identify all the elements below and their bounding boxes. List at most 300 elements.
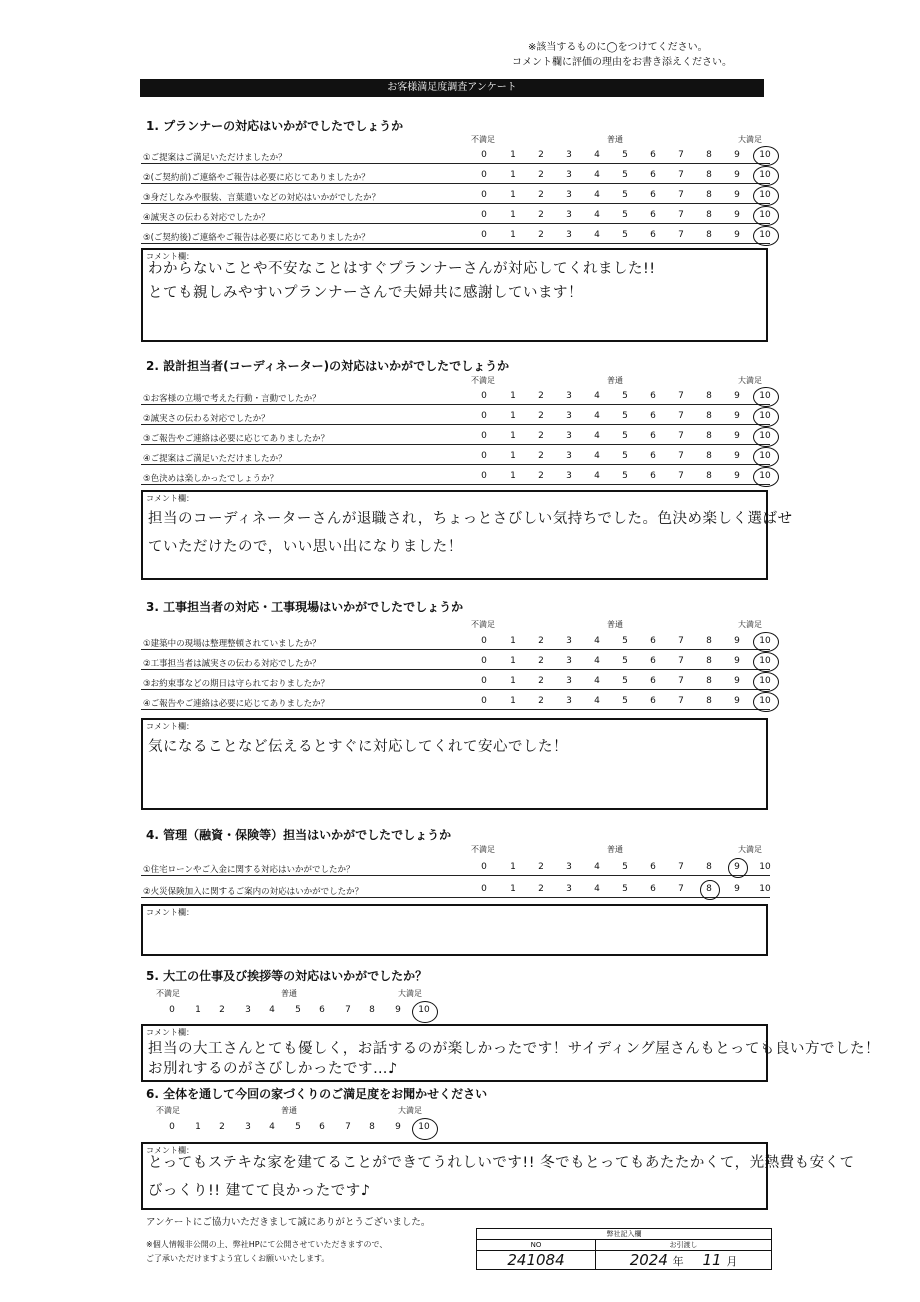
rating-option-3[interactable]: 3 xyxy=(566,210,572,220)
section-6-comment-line: とってもステキな家を建てることができてうれしいです!! 冬でもとってもあたたかくて，光熱費も安くて xyxy=(148,1155,855,1171)
rating-option-8[interactable]: 8 xyxy=(706,884,712,894)
section-4-question-2: ②火災保険加入に関するご案内の対応はいかがでしたか？ xyxy=(143,887,364,897)
question-divider xyxy=(141,203,770,204)
question-divider xyxy=(141,163,770,164)
year-unit: 年 xyxy=(672,1255,684,1268)
rating-option-2[interactable]: 2 xyxy=(538,150,544,160)
rating-option-0[interactable]: 0 xyxy=(481,471,487,481)
rating-option-9[interactable]: 9 xyxy=(734,150,740,160)
rating-option-4[interactable]: 4 xyxy=(594,150,600,160)
rating-option-1[interactable]: 1 xyxy=(510,676,516,686)
section-1-question-5: ⑤(ご契約後)ご連絡やご報告は必要に応じてありましたか？ xyxy=(143,233,370,243)
rating-option-6[interactable]: 6 xyxy=(650,471,656,481)
rating-option-2[interactable]: 2 xyxy=(538,656,544,666)
section-2-question-2: ②誠実さの伝わる対応でしたか？ xyxy=(143,414,270,424)
rating-option-6[interactable]: 6 xyxy=(650,696,656,706)
rating-option-2[interactable]: 2 xyxy=(538,230,544,240)
section-5-title: 5. 大工の仕事及び挨拶等の対応はいかがでしたか？ xyxy=(146,969,428,983)
rating-option-10[interactable]: 10 xyxy=(759,471,771,481)
section-4-comment-box xyxy=(141,904,768,956)
question-divider xyxy=(141,484,770,485)
rating-option-7[interactable]: 7 xyxy=(678,656,684,666)
handover-month: 11 xyxy=(702,1251,722,1269)
rating-option-9[interactable]: 9 xyxy=(734,451,740,461)
section-3-question-3: ③お約束事などの期日は守られておりましたか？ xyxy=(143,679,330,689)
section-5-scale-mid: 普通 xyxy=(281,989,297,998)
rating-option-0[interactable]: 0 xyxy=(481,210,487,220)
rating-option-3[interactable]: 3 xyxy=(566,150,572,160)
rating-option-6[interactable]: 6 xyxy=(319,1122,325,1132)
section-3-comment-line: 気になることなど伝えるとすぐに対応してくれて安心でした！ xyxy=(148,739,568,755)
rating-option-8[interactable]: 8 xyxy=(706,190,712,200)
handover-year: 2024 xyxy=(629,1251,668,1269)
section-1-question-4: ④誠実さの伝わる対応でしたか？ xyxy=(143,213,270,223)
rating-option-5[interactable]: 5 xyxy=(622,431,628,441)
rating-option-4[interactable]: 4 xyxy=(594,190,600,200)
rating-option-5[interactable]: 5 xyxy=(622,150,628,160)
rating-option-1[interactable]: 1 xyxy=(510,411,516,421)
section-1-comment-line: とても親しみやすいプランナーさんで夫婦共に感謝しています！ xyxy=(148,285,583,301)
rating-option-8[interactable]: 8 xyxy=(706,391,712,401)
rating-option-7[interactable]: 7 xyxy=(678,170,684,180)
question-divider xyxy=(141,689,770,690)
rating-option-5[interactable]: 5 xyxy=(622,471,628,481)
rating-option-6[interactable]: 6 xyxy=(650,190,656,200)
rating-option-0[interactable]: 0 xyxy=(481,676,487,686)
rating-option-9[interactable]: 9 xyxy=(734,636,740,646)
rating-option-4[interactable]: 4 xyxy=(269,1005,275,1015)
section-1-question-1: ①ご提案はご満足いただけましたか？ xyxy=(143,153,287,163)
rating-option-9[interactable]: 9 xyxy=(734,230,740,240)
rating-option-4[interactable]: 4 xyxy=(594,230,600,240)
rating-option-2[interactable]: 2 xyxy=(538,451,544,461)
rating-option-10[interactable]: 10 xyxy=(759,210,771,220)
rating-option-8[interactable]: 8 xyxy=(706,862,712,872)
staff-box-col-no: NO xyxy=(477,1240,596,1251)
rating-option-4[interactable]: 4 xyxy=(269,1122,275,1132)
rating-option-6[interactable]: 6 xyxy=(650,210,656,220)
section-5-comment-label: コメント欄： xyxy=(146,1028,194,1037)
rating-option-5[interactable]: 5 xyxy=(622,190,628,200)
section-1-question-2: ②(ご契約前)ご連絡やご報告は必要に応じてありましたか？ xyxy=(143,173,370,183)
question-divider xyxy=(141,649,770,650)
rating-option-8[interactable]: 8 xyxy=(706,170,712,180)
rating-option-3[interactable]: 3 xyxy=(566,676,572,686)
rating-option-9[interactable]: 9 xyxy=(734,656,740,666)
rating-option-5[interactable]: 5 xyxy=(622,391,628,401)
rating-option-4[interactable]: 4 xyxy=(594,391,600,401)
rating-option-1[interactable]: 1 xyxy=(510,190,516,200)
section-5-comment-line: 担当の大工さんとても優しく，お話するのが楽しかったです！サイディング屋さんもとっても良い方でした！ xyxy=(148,1041,880,1057)
rating-option-7[interactable]: 7 xyxy=(678,471,684,481)
rating-option-6[interactable]: 6 xyxy=(650,431,656,441)
rating-option-2[interactable]: 2 xyxy=(538,391,544,401)
section-6-comment-line: びっくり!! 建てて良かったです♪ xyxy=(148,1183,371,1199)
section-6-title: 6. 全体を通して今回の家づくりのご満足度をお聞かせください xyxy=(146,1087,488,1101)
rating-option-3[interactable]: 3 xyxy=(566,431,572,441)
section-2-question-4: ④ご提案はご満足いただけましたか？ xyxy=(143,454,287,464)
rating-option-10[interactable]: 10 xyxy=(759,656,771,666)
rating-option-8[interactable]: 8 xyxy=(706,230,712,240)
rating-option-1[interactable]: 1 xyxy=(195,1005,201,1015)
section-2-scale-high: 大満足 xyxy=(738,376,762,385)
rating-option-3[interactable]: 3 xyxy=(566,170,572,180)
rating-option-2[interactable]: 2 xyxy=(538,411,544,421)
section-5-scale-low: 不満足 xyxy=(156,989,180,998)
rating-option-5[interactable]: 5 xyxy=(622,636,628,646)
rating-option-0[interactable]: 0 xyxy=(481,862,487,872)
rating-option-8[interactable]: 8 xyxy=(706,636,712,646)
rating-option-10[interactable]: 10 xyxy=(759,150,771,160)
selected-rating-circle xyxy=(753,186,779,206)
section-4-scale-mid: 普通 xyxy=(607,845,623,854)
rating-option-9[interactable]: 9 xyxy=(734,431,740,441)
rating-option-3[interactable]: 3 xyxy=(245,1005,251,1015)
rating-option-2[interactable]: 2 xyxy=(538,862,544,872)
rating-option-9[interactable]: 9 xyxy=(734,190,740,200)
rating-option-9[interactable]: 9 xyxy=(734,884,740,894)
rating-option-3[interactable]: 3 xyxy=(566,230,572,240)
rating-option-7[interactable]: 7 xyxy=(678,150,684,160)
rating-option-6[interactable]: 6 xyxy=(650,411,656,421)
section-1-question-3: ③身だしなみや服装、言葉遣いなどの対応はいかがでしたか？ xyxy=(143,193,381,203)
section-3-comment-box xyxy=(141,718,768,810)
rating-option-7[interactable]: 7 xyxy=(678,884,684,894)
rating-option-1[interactable]: 1 xyxy=(510,210,516,220)
rating-option-0[interactable]: 0 xyxy=(481,696,487,706)
rating-option-1[interactable]: 1 xyxy=(510,431,516,441)
rating-option-8[interactable]: 8 xyxy=(706,150,712,160)
rating-option-5[interactable]: 5 xyxy=(622,676,628,686)
section-1-scale-low: 不満足 xyxy=(471,135,495,144)
section-6-scale-low: 不満足 xyxy=(156,1106,180,1115)
rating-option-10[interactable]: 10 xyxy=(418,1005,430,1015)
rating-option-8[interactable]: 8 xyxy=(369,1122,375,1132)
rating-option-7[interactable]: 7 xyxy=(678,210,684,220)
section-1-comment-label: コメント欄： xyxy=(146,252,194,261)
rating-option-3[interactable]: 3 xyxy=(566,636,572,646)
rating-option-10[interactable]: 10 xyxy=(759,696,771,706)
rating-option-3[interactable]: 3 xyxy=(566,696,572,706)
rating-option-9[interactable]: 9 xyxy=(734,411,740,421)
rating-option-10[interactable]: 10 xyxy=(759,431,771,441)
rating-option-10[interactable]: 10 xyxy=(418,1122,430,1132)
rating-option-0[interactable]: 0 xyxy=(481,431,487,441)
rating-option-0[interactable]: 0 xyxy=(481,884,487,894)
rating-option-9[interactable]: 9 xyxy=(395,1005,401,1015)
question-divider xyxy=(141,424,770,425)
rating-option-7[interactable]: 7 xyxy=(678,391,684,401)
rating-option-2[interactable]: 2 xyxy=(538,190,544,200)
selected-rating-circle xyxy=(753,632,779,652)
rating-option-2[interactable]: 2 xyxy=(538,210,544,220)
staff-entry-box xyxy=(476,1228,772,1270)
rating-option-1[interactable]: 1 xyxy=(195,1122,201,1132)
rating-option-6[interactable]: 6 xyxy=(650,451,656,461)
question-divider xyxy=(141,243,770,244)
rating-option-1[interactable]: 1 xyxy=(510,884,516,894)
rating-option-0[interactable]: 0 xyxy=(169,1005,175,1015)
rating-option-1[interactable]: 1 xyxy=(510,150,516,160)
rating-option-5[interactable]: 5 xyxy=(622,170,628,180)
rating-option-4[interactable]: 4 xyxy=(594,170,600,180)
rating-option-10[interactable]: 10 xyxy=(759,676,771,686)
rating-option-4[interactable]: 4 xyxy=(594,471,600,481)
section-6-comment-label: コメント欄： xyxy=(146,1146,194,1155)
rating-option-9[interactable]: 9 xyxy=(734,391,740,401)
rating-option-6[interactable]: 6 xyxy=(650,230,656,240)
instruction-note-1: ※該当するものに◯をつけてください。 xyxy=(528,42,708,53)
rating-option-8[interactable]: 8 xyxy=(706,411,712,421)
rating-option-6[interactable]: 6 xyxy=(650,150,656,160)
rating-option-4[interactable]: 4 xyxy=(594,862,600,872)
rating-option-4[interactable]: 4 xyxy=(594,451,600,461)
rating-option-0[interactable]: 0 xyxy=(169,1122,175,1132)
question-divider xyxy=(141,464,770,465)
question-divider xyxy=(141,404,770,405)
instruction-note-2: コメント欄に評価の理由をお書き添えください。 xyxy=(512,57,732,68)
question-divider xyxy=(141,709,770,710)
section-2-scale-low: 不満足 xyxy=(471,376,495,385)
selected-rating-circle xyxy=(700,880,720,900)
question-divider xyxy=(141,183,770,184)
selected-rating-circle xyxy=(753,692,779,712)
rating-option-5[interactable]: 5 xyxy=(622,884,628,894)
selected-rating-circle xyxy=(753,467,779,487)
rating-option-0[interactable]: 0 xyxy=(481,656,487,666)
section-1-scale-mid: 普通 xyxy=(607,135,623,144)
rating-option-10[interactable]: 10 xyxy=(759,170,771,180)
rating-option-0[interactable]: 0 xyxy=(481,190,487,200)
rating-option-10[interactable]: 10 xyxy=(759,411,771,421)
rating-option-4[interactable]: 4 xyxy=(594,431,600,441)
section-2-comment-line: 担当のコーディネーターさんが退職され，ちょっとさびしい気持ちでした。色決め楽しく選ばせ xyxy=(148,511,793,527)
rating-option-2[interactable]: 2 xyxy=(538,884,544,894)
rating-option-9[interactable]: 9 xyxy=(734,862,740,872)
rating-option-0[interactable]: 0 xyxy=(481,411,487,421)
rating-option-5[interactable]: 5 xyxy=(622,230,628,240)
rating-option-7[interactable]: 7 xyxy=(678,636,684,646)
selected-rating-circle xyxy=(753,226,779,246)
rating-option-3[interactable]: 3 xyxy=(245,1122,251,1132)
section-2-scale-mid: 普通 xyxy=(607,376,623,385)
rating-option-1[interactable]: 1 xyxy=(510,451,516,461)
rating-option-3[interactable]: 3 xyxy=(566,656,572,666)
handover-date xyxy=(596,1251,772,1270)
rating-option-6[interactable]: 6 xyxy=(319,1005,325,1015)
section-3-scale-mid: 普通 xyxy=(607,620,623,629)
section-5-comment-line: お別れするのがさびしかったです…♪ xyxy=(148,1061,398,1077)
rating-option-1[interactable]: 1 xyxy=(510,391,516,401)
rating-option-7[interactable]: 7 xyxy=(678,862,684,872)
thanks-message: アンケートにご協力いただきまして誠にありがとうございました。 xyxy=(146,1217,431,1228)
rating-option-7[interactable]: 7 xyxy=(345,1122,351,1132)
rating-option-0[interactable]: 0 xyxy=(481,391,487,401)
rating-option-8[interactable]: 8 xyxy=(706,451,712,461)
staff-box-col-handover: お引渡し xyxy=(596,1240,772,1251)
rating-option-4[interactable]: 4 xyxy=(594,884,600,894)
rating-option-7[interactable]: 7 xyxy=(678,230,684,240)
rating-option-1[interactable]: 1 xyxy=(510,862,516,872)
rating-option-8[interactable]: 8 xyxy=(706,676,712,686)
rating-option-8[interactable]: 8 xyxy=(706,471,712,481)
rating-option-2[interactable]: 2 xyxy=(219,1005,225,1015)
section-4-scale-low: 不満足 xyxy=(471,845,495,854)
rating-option-0[interactable]: 0 xyxy=(481,230,487,240)
question-divider xyxy=(141,223,770,224)
selected-rating-circle xyxy=(753,206,779,226)
rating-option-8[interactable]: 8 xyxy=(706,696,712,706)
rating-option-3[interactable]: 3 xyxy=(566,190,572,200)
rating-option-0[interactable]: 0 xyxy=(481,451,487,461)
rating-option-1[interactable]: 1 xyxy=(510,471,516,481)
rating-option-2[interactable]: 2 xyxy=(538,696,544,706)
rating-option-10[interactable]: 10 xyxy=(759,391,771,401)
rating-option-6[interactable]: 6 xyxy=(650,884,656,894)
section-1-title: 1. プランナーの対応はいかがでしたでしょうか xyxy=(146,119,404,133)
rating-option-1[interactable]: 1 xyxy=(510,230,516,240)
rating-option-10[interactable]: 10 xyxy=(759,190,771,200)
section-2-title: 2. 設計担当者(コーディネーター)の対応はいかがでしたでしょうか xyxy=(146,359,510,373)
rating-option-10[interactable]: 10 xyxy=(759,862,771,872)
rating-option-4[interactable]: 4 xyxy=(594,210,600,220)
rating-option-7[interactable]: 7 xyxy=(678,411,684,421)
section-3-title: 3. 工事担当者の対応・工事現場はいかがでしたでしょうか xyxy=(146,600,464,614)
rating-option-8[interactable]: 8 xyxy=(706,210,712,220)
rating-option-8[interactable]: 8 xyxy=(369,1005,375,1015)
rating-option-2[interactable]: 2 xyxy=(219,1122,225,1132)
rating-option-7[interactable]: 7 xyxy=(678,451,684,461)
month-unit: 月 xyxy=(726,1255,738,1268)
section-2-comment-box xyxy=(141,490,793,580)
rating-option-3[interactable]: 3 xyxy=(566,451,572,461)
section-4-scale-high: 大満足 xyxy=(738,845,762,854)
rating-option-9[interactable]: 9 xyxy=(734,471,740,481)
section-3-question-4: ④ご報告やご連絡は必要に応じてありましたか？ xyxy=(143,699,330,709)
rating-option-9[interactable]: 9 xyxy=(395,1122,401,1132)
rating-option-6[interactable]: 6 xyxy=(650,862,656,872)
rating-option-7[interactable]: 7 xyxy=(345,1005,351,1015)
selected-rating-circle xyxy=(753,146,779,166)
section-3-scale-high: 大満足 xyxy=(738,620,762,629)
rating-option-2[interactable]: 2 xyxy=(538,676,544,686)
section-3-question-2: ②工事担当者は誠実さの伝わる対応でしたか？ xyxy=(143,659,321,669)
rating-option-4[interactable]: 4 xyxy=(594,696,600,706)
rating-option-3[interactable]: 3 xyxy=(566,862,572,872)
rating-option-4[interactable]: 4 xyxy=(594,411,600,421)
rating-option-6[interactable]: 6 xyxy=(650,656,656,666)
section-6-scale-high: 大満足 xyxy=(398,1106,422,1115)
rating-option-0[interactable]: 0 xyxy=(481,636,487,646)
rating-option-3[interactable]: 3 xyxy=(566,391,572,401)
selected-rating-circle xyxy=(753,166,779,186)
rating-option-5[interactable]: 5 xyxy=(295,1122,301,1132)
privacy-note-1: ※個人情報非公開の上、弊社HPにて公開させていただきますので、 xyxy=(146,1240,388,1249)
rating-option-0[interactable]: 0 xyxy=(481,150,487,160)
selected-rating-circle xyxy=(728,858,748,878)
selected-rating-circle xyxy=(412,1118,438,1140)
selected-rating-circle xyxy=(753,427,779,447)
section-3-question-1: ①建築中の現場は整理整頓されていましたか？ xyxy=(143,639,321,649)
section-2-question-1: ①お客様の立場で考えた行動・言動でしたか？ xyxy=(143,394,321,404)
section-2-comment-label: コメント欄： xyxy=(146,494,194,503)
selected-rating-circle xyxy=(753,652,779,672)
rating-option-6[interactable]: 6 xyxy=(650,636,656,646)
rating-option-5[interactable]: 5 xyxy=(295,1005,301,1015)
rating-option-5[interactable]: 5 xyxy=(622,411,628,421)
question-divider xyxy=(141,875,770,876)
rating-option-4[interactable]: 4 xyxy=(594,656,600,666)
section-3-scale-low: 不満足 xyxy=(471,620,495,629)
section-1-scale-high: 大満足 xyxy=(738,135,762,144)
rating-option-5[interactable]: 5 xyxy=(622,656,628,666)
rating-option-9[interactable]: 9 xyxy=(734,696,740,706)
question-divider xyxy=(141,669,770,670)
rating-option-0[interactable]: 0 xyxy=(481,170,487,180)
rating-option-1[interactable]: 1 xyxy=(510,656,516,666)
rating-option-1[interactable]: 1 xyxy=(510,636,516,646)
rating-option-6[interactable]: 6 xyxy=(650,676,656,686)
section-2-question-5: ⑤色決めは楽しかったでしょうか？ xyxy=(143,474,279,484)
rating-option-7[interactable]: 7 xyxy=(678,431,684,441)
rating-option-1[interactable]: 1 xyxy=(510,170,516,180)
rating-option-1[interactable]: 1 xyxy=(510,696,516,706)
rating-option-4[interactable]: 4 xyxy=(594,676,600,686)
rating-option-6[interactable]: 6 xyxy=(650,170,656,180)
rating-option-10[interactable]: 10 xyxy=(759,230,771,240)
section-2-comment-line: ていただけたので，いい思い出になりました！ xyxy=(148,539,463,555)
section-1-comment-line: わからないことや不安なことはすぐプランナーさんが対応してくれました!! xyxy=(148,261,656,277)
selected-rating-circle xyxy=(753,672,779,692)
rating-option-2[interactable]: 2 xyxy=(538,170,544,180)
section-4-comment-label: コメント欄： xyxy=(146,908,194,917)
rating-option-4[interactable]: 4 xyxy=(594,636,600,646)
rating-option-8[interactable]: 8 xyxy=(706,656,712,666)
rating-option-7[interactable]: 7 xyxy=(678,696,684,706)
rating-option-2[interactable]: 2 xyxy=(538,636,544,646)
rating-option-2[interactable]: 2 xyxy=(538,471,544,481)
rating-option-9[interactable]: 9 xyxy=(734,170,740,180)
rating-option-10[interactable]: 10 xyxy=(759,451,771,461)
staff-box-header: 弊社記入欄 xyxy=(477,1229,772,1240)
rating-option-5[interactable]: 5 xyxy=(622,862,628,872)
rating-option-5[interactable]: 5 xyxy=(622,696,628,706)
rating-option-10[interactable]: 10 xyxy=(759,884,771,894)
rating-option-10[interactable]: 10 xyxy=(759,636,771,646)
rating-option-9[interactable]: 9 xyxy=(734,676,740,686)
section-2-question-3: ③ご報告やご連絡は必要に応じてありましたか？ xyxy=(143,434,330,444)
rating-option-2[interactable]: 2 xyxy=(538,431,544,441)
rating-option-3[interactable]: 3 xyxy=(566,884,572,894)
rating-option-5[interactable]: 5 xyxy=(622,210,628,220)
section-4-question-1: ①住宅ローンやご入金に関する対応はいかがでしたか？ xyxy=(143,865,355,875)
section-6-scale-mid: 普通 xyxy=(281,1106,297,1115)
customer-number: 241084 xyxy=(477,1251,596,1270)
section-5-scale-high: 大満足 xyxy=(398,989,422,998)
rating-option-3[interactable]: 3 xyxy=(566,411,572,421)
rating-option-5[interactable]: 5 xyxy=(622,451,628,461)
question-divider xyxy=(141,444,770,445)
rating-option-3[interactable]: 3 xyxy=(566,471,572,481)
selected-rating-circle xyxy=(753,387,779,407)
selected-rating-circle xyxy=(753,447,779,467)
rating-option-9[interactable]: 9 xyxy=(734,210,740,220)
rating-option-6[interactable]: 6 xyxy=(650,391,656,401)
question-divider xyxy=(141,897,770,898)
rating-option-8[interactable]: 8 xyxy=(706,431,712,441)
rating-option-7[interactable]: 7 xyxy=(678,190,684,200)
rating-option-7[interactable]: 7 xyxy=(678,676,684,686)
